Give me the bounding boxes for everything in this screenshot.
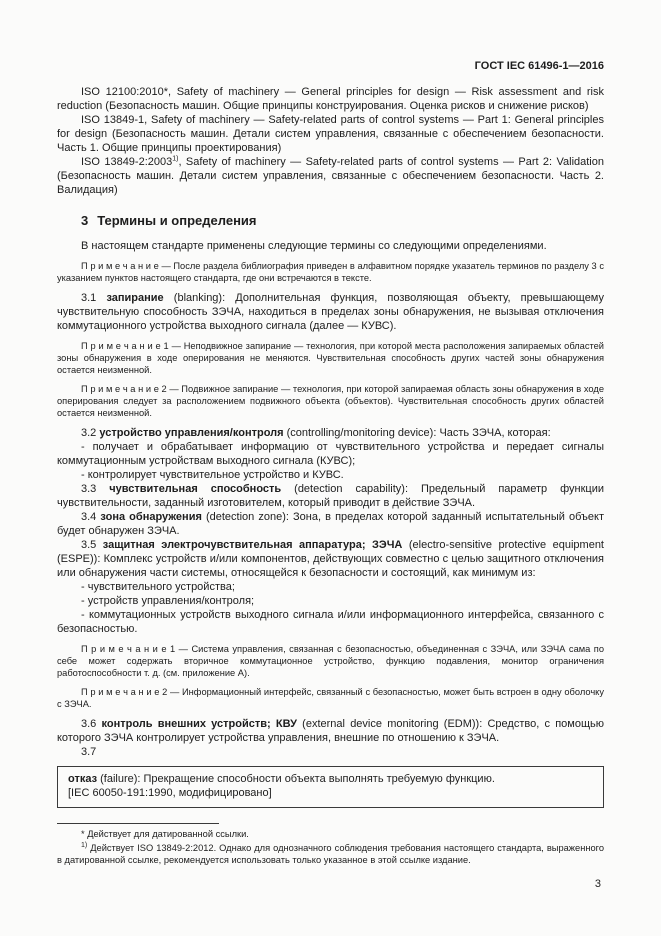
term: запирание xyxy=(106,292,164,304)
list-item: - чувствительного устройства; xyxy=(81,581,235,593)
reference-text: ISO 13849-2:2003 xyxy=(81,156,173,168)
definition-text: (blanking): Дополнительная функция, позволяющая объекту, превышающему чувствительную способность ЗЭЧА, находиться в пределах зоны обнаружения, не вызывая отключения коммутационного устройства выходного сигнала (далее — КУВС). xyxy=(57,292,604,332)
page-number: 3 xyxy=(594,878,601,890)
boxed-definition xyxy=(57,766,604,808)
clause-number: 3.3 xyxy=(81,483,97,495)
section-intro: В настоящем стандарте применены следующие термины со следующими определениями. xyxy=(81,240,547,252)
term: защитная электрочувствительная аппаратура; ЗЭЧА xyxy=(102,539,403,551)
term: контроль внешних устройств; КВУ xyxy=(101,718,297,730)
definition-3-4 xyxy=(57,510,604,538)
clause-number: 3.1 xyxy=(81,292,97,304)
reference-iso-13849-1: ISO 13849-1, Safety of machinery — Safety-related parts of control systems — Part 1: General principles for design (Безопасность машин. Детали систем управления, связанные с обеспечением безопасности. Часть 1. Общие принципы проектирования) xyxy=(57,114,604,154)
section-heading xyxy=(81,213,604,228)
footnote-marker: 1) xyxy=(172,155,179,163)
term: устройство управления/контроля xyxy=(99,427,284,439)
definition-text: (failure): Прекращение способности объекта выполнять требуемую функцию. xyxy=(97,773,495,785)
definition-3-6 xyxy=(57,717,604,745)
clause-number: 3.4 xyxy=(81,511,97,523)
reference-text: , Safety of machinery — Safety-related parts of control systems — Part 2: Validation (Безопасность машин. Детали систем управления, связанные с обеспечением безопасности. Часть 2. Валидация) xyxy=(57,156,604,196)
definition-3-5-note-1: П р и м е ч а н и е 1 — Система управления, связанная с безопасностью, объединенная с ЗЭЧА, или ЗЭЧА сама по себе может содержать вторичное коммутационное устройство, функцию подавления, монитор ограничения работоспособности т. д. (см. приложение А). xyxy=(57,644,604,678)
definition-3-3 xyxy=(57,482,604,510)
list-item: - контролирует чувствительное устройство и КУВС. xyxy=(81,469,344,481)
section-intro-note: П р и м е ч а н и е — После раздела библиография приведен в алфавитном порядке указатель терминов по разделу 3 с указанием пунктов настоящего стандарта, где они встречаются в тексте. xyxy=(57,261,604,283)
clause-number: 3.2 xyxy=(81,427,97,439)
footnote-2 xyxy=(57,842,604,866)
clause-number-3-7: 3.7 xyxy=(81,746,97,758)
footnote-marker: 1) xyxy=(81,841,88,849)
clause-number: 3.5 xyxy=(81,539,97,551)
list-item: - коммутационных устройств выходного сигнала и/или информационного интерфейса, связанного с безопасностью. xyxy=(57,609,604,635)
definition-text: (controlling/monitoring device): Часть ЗЭЧА, которая: xyxy=(283,427,551,439)
term: зона обнаружения xyxy=(100,511,202,523)
list-item: - получает и обрабатывает информацию от чувствительного устройства и передает сигналы коммутационным устройствам выходного сигнала (КУВС); xyxy=(57,441,604,467)
footnote-1: * Действует для датированной ссылки. xyxy=(81,829,249,839)
footnote-separator xyxy=(57,823,219,824)
definition-3-2 xyxy=(57,426,604,440)
term: отказ xyxy=(68,773,98,785)
section-number: 3 xyxy=(81,213,89,228)
boxed-definition-text xyxy=(68,772,593,786)
reference-iso-13849-2 xyxy=(57,155,604,197)
definition-3-5 xyxy=(57,538,604,580)
boxed-definition-source: [IEC 60050-191:1990, модифицировано] xyxy=(68,787,272,799)
reference-iso-12100: ISO 12100:2010*, Safety of machinery — General principles for design — Risk assessment and risk reduction (Безопасность машин. Общие принципы конструирования. Оценка рисков и снижение рисков) xyxy=(57,86,604,112)
document-code: ГОСТ IEC 61496-1—2016 xyxy=(474,60,604,72)
definition-text: (external device monitoring (EDM)): Средство, с помощью которого ЗЭЧА контролирует устройства управления, внешние по отношению к ЗЭЧА. xyxy=(57,718,604,744)
definition-text: (detection capability): Предельный параметр функции чувствительности, заданный изготовителем, который приводит в действие ЗЭЧА. xyxy=(57,483,604,509)
list-item: - устройств управления/контроля; xyxy=(81,595,255,607)
definition-3-5-note-2: П р и м е ч а н и е 2 — Информационный интерфейс, связанный с безопасностью, может быть встроен в одну оболочку с ЗЭЧА. xyxy=(57,687,604,709)
definition-text: (detection zone): Зона, в пределах которой заданный испытательный объект будет обнаружен ЗЭЧА. xyxy=(57,511,604,537)
definition-3-1-note-1: П р и м е ч а н и е 1 — Неподвижное запирание — технология, при которой места расположения запираемых областей зоны обнаружения в ходе оперирования не меняются. Чувствительная способность других частей зоны обнаружения остается неизменной. xyxy=(57,341,604,375)
definition-3-1-note-2: П р и м е ч а н и е 2 — Подвижное запирание — технология, при которой запираемая область зоны обнаружения в ходе оперирования следует за расположением подвижного объекта (объектов). Чувствительная способность других областей остается неизменной. xyxy=(57,384,604,418)
term: чувствительная способность xyxy=(109,483,282,495)
clause-number: 3.6 xyxy=(81,718,97,730)
footnote-text: Действует ISO 13849-2:2012. Однако для однозначного соблюдения требования настоящего стандарта, выраженного в датированной ссылке, рекомендуется использовать только указанное в этой ссылке издание. xyxy=(57,843,604,865)
section-title: Термины и определения xyxy=(97,213,257,228)
definition-text: (electro-sensitive protective equipment (ESPE)): Комплекс устройств и/или компонентов, действующих совместно с целью защитного отключения или обнаружения части системы, относящейся к безопасности и состоящий, как минимум из: xyxy=(57,539,604,579)
definition-3-1 xyxy=(57,291,604,333)
